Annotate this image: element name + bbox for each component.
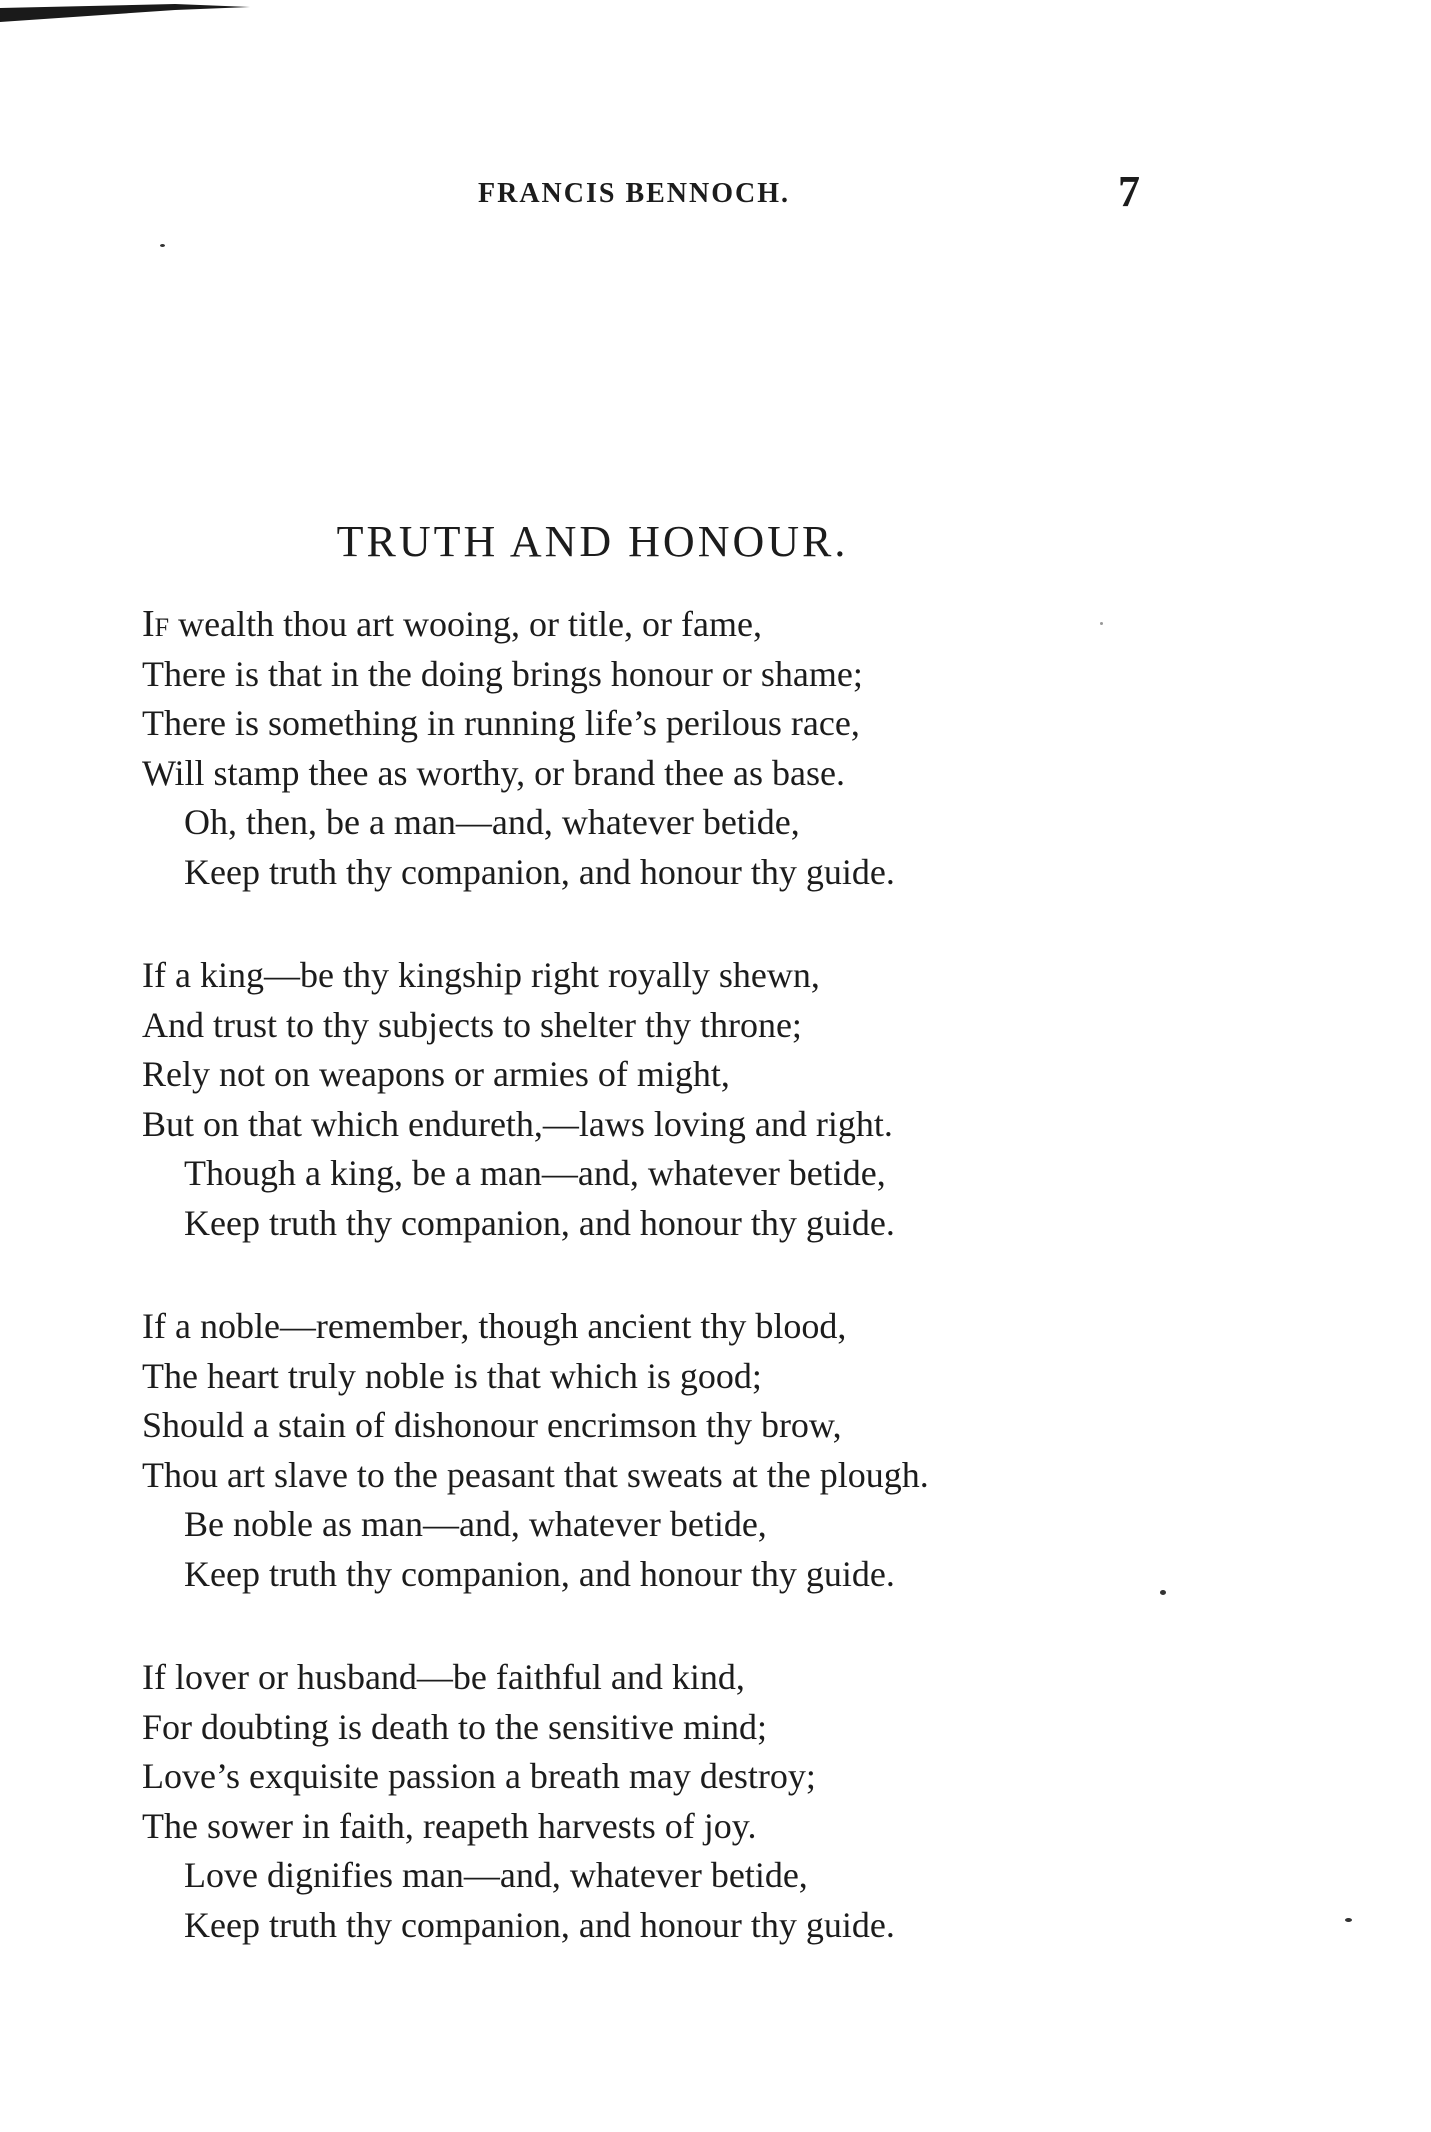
poem-line-text: wealth thou art wooing, or title, or fame, [169, 604, 762, 644]
poem-line: The sower in faith, reapeth harvests of joy. [142, 1805, 757, 1846]
opening-initial: I [142, 603, 155, 645]
poem-line: Love’s exquisite passion a breath may destroy; [142, 1756, 816, 1796]
running-head [0, 167, 1431, 222]
opening-smallcap: F [154, 613, 170, 642]
page-edge-mark [0, 0, 250, 26]
poem-line: Rely not on weapons or armies of might, [142, 1054, 730, 1094]
stanza-1 [142, 600, 1242, 897]
refrain-line: Love dignifies man—and, whatever betide, [184, 1855, 808, 1895]
poem-line: But on that which endureth,—laws loving and right. [142, 1103, 893, 1144]
refrain-line: Keep truth thy companion, and honour thy guide. [184, 1904, 895, 1945]
ink-speck [160, 244, 165, 247]
refrain-line: Though a king, be a man—and, whatever betide, [184, 1153, 886, 1193]
ink-speck [1160, 1590, 1166, 1595]
poem-line: There is that in the doing brings honour or shame; [142, 653, 863, 694]
stanza-3 [142, 1302, 1242, 1599]
poem-title: TRUTH AND HONOUR. [336, 517, 849, 566]
poem-line: If a noble—remember, though ancient thy blood, [142, 1306, 847, 1346]
poem-line: If lover or husband—be faithful and kind, [142, 1657, 745, 1697]
ink-speck [1100, 622, 1103, 625]
running-title: FRANCIS BENNOCH. [478, 178, 791, 209]
poem-line [142, 600, 1242, 650]
refrain-line: Oh, then, be a man—and, whatever betide, [184, 802, 800, 842]
poem-line: The heart truly noble is that which is good; [142, 1355, 762, 1396]
page-number: 7 [1118, 167, 1140, 216]
refrain-line: Keep truth thy companion, and honour thy guide. [184, 851, 895, 892]
poem-line: If a king—be thy kingship right royally shewn, [142, 955, 820, 995]
ink-speck [1345, 1918, 1352, 1922]
poem-line: For doubting is death to the sensitive mind; [142, 1706, 767, 1747]
refrain-line: Be noble as man—and, whatever betide, [184, 1504, 767, 1544]
poem-line: Should a stain of dishonour encrimson thy brow, [142, 1405, 842, 1445]
poem-line: And trust to thy subjects to shelter thy throne; [142, 1004, 802, 1045]
refrain-line: Keep truth thy companion, and honour thy guide. [184, 1553, 895, 1594]
refrain-line: Keep truth thy companion, and honour thy guide. [184, 1202, 895, 1243]
poem-line: There is something in running life’s perilous race, [142, 703, 860, 743]
stanza-2 [142, 951, 1242, 1248]
poem-line: Will stamp thee as worthy, or brand thee as base. [142, 752, 846, 793]
stanza-4 [142, 1653, 1242, 1950]
poem-line: Thou art slave to the peasant that sweats at the plough. [142, 1454, 929, 1495]
poem-body [142, 600, 1242, 2004]
